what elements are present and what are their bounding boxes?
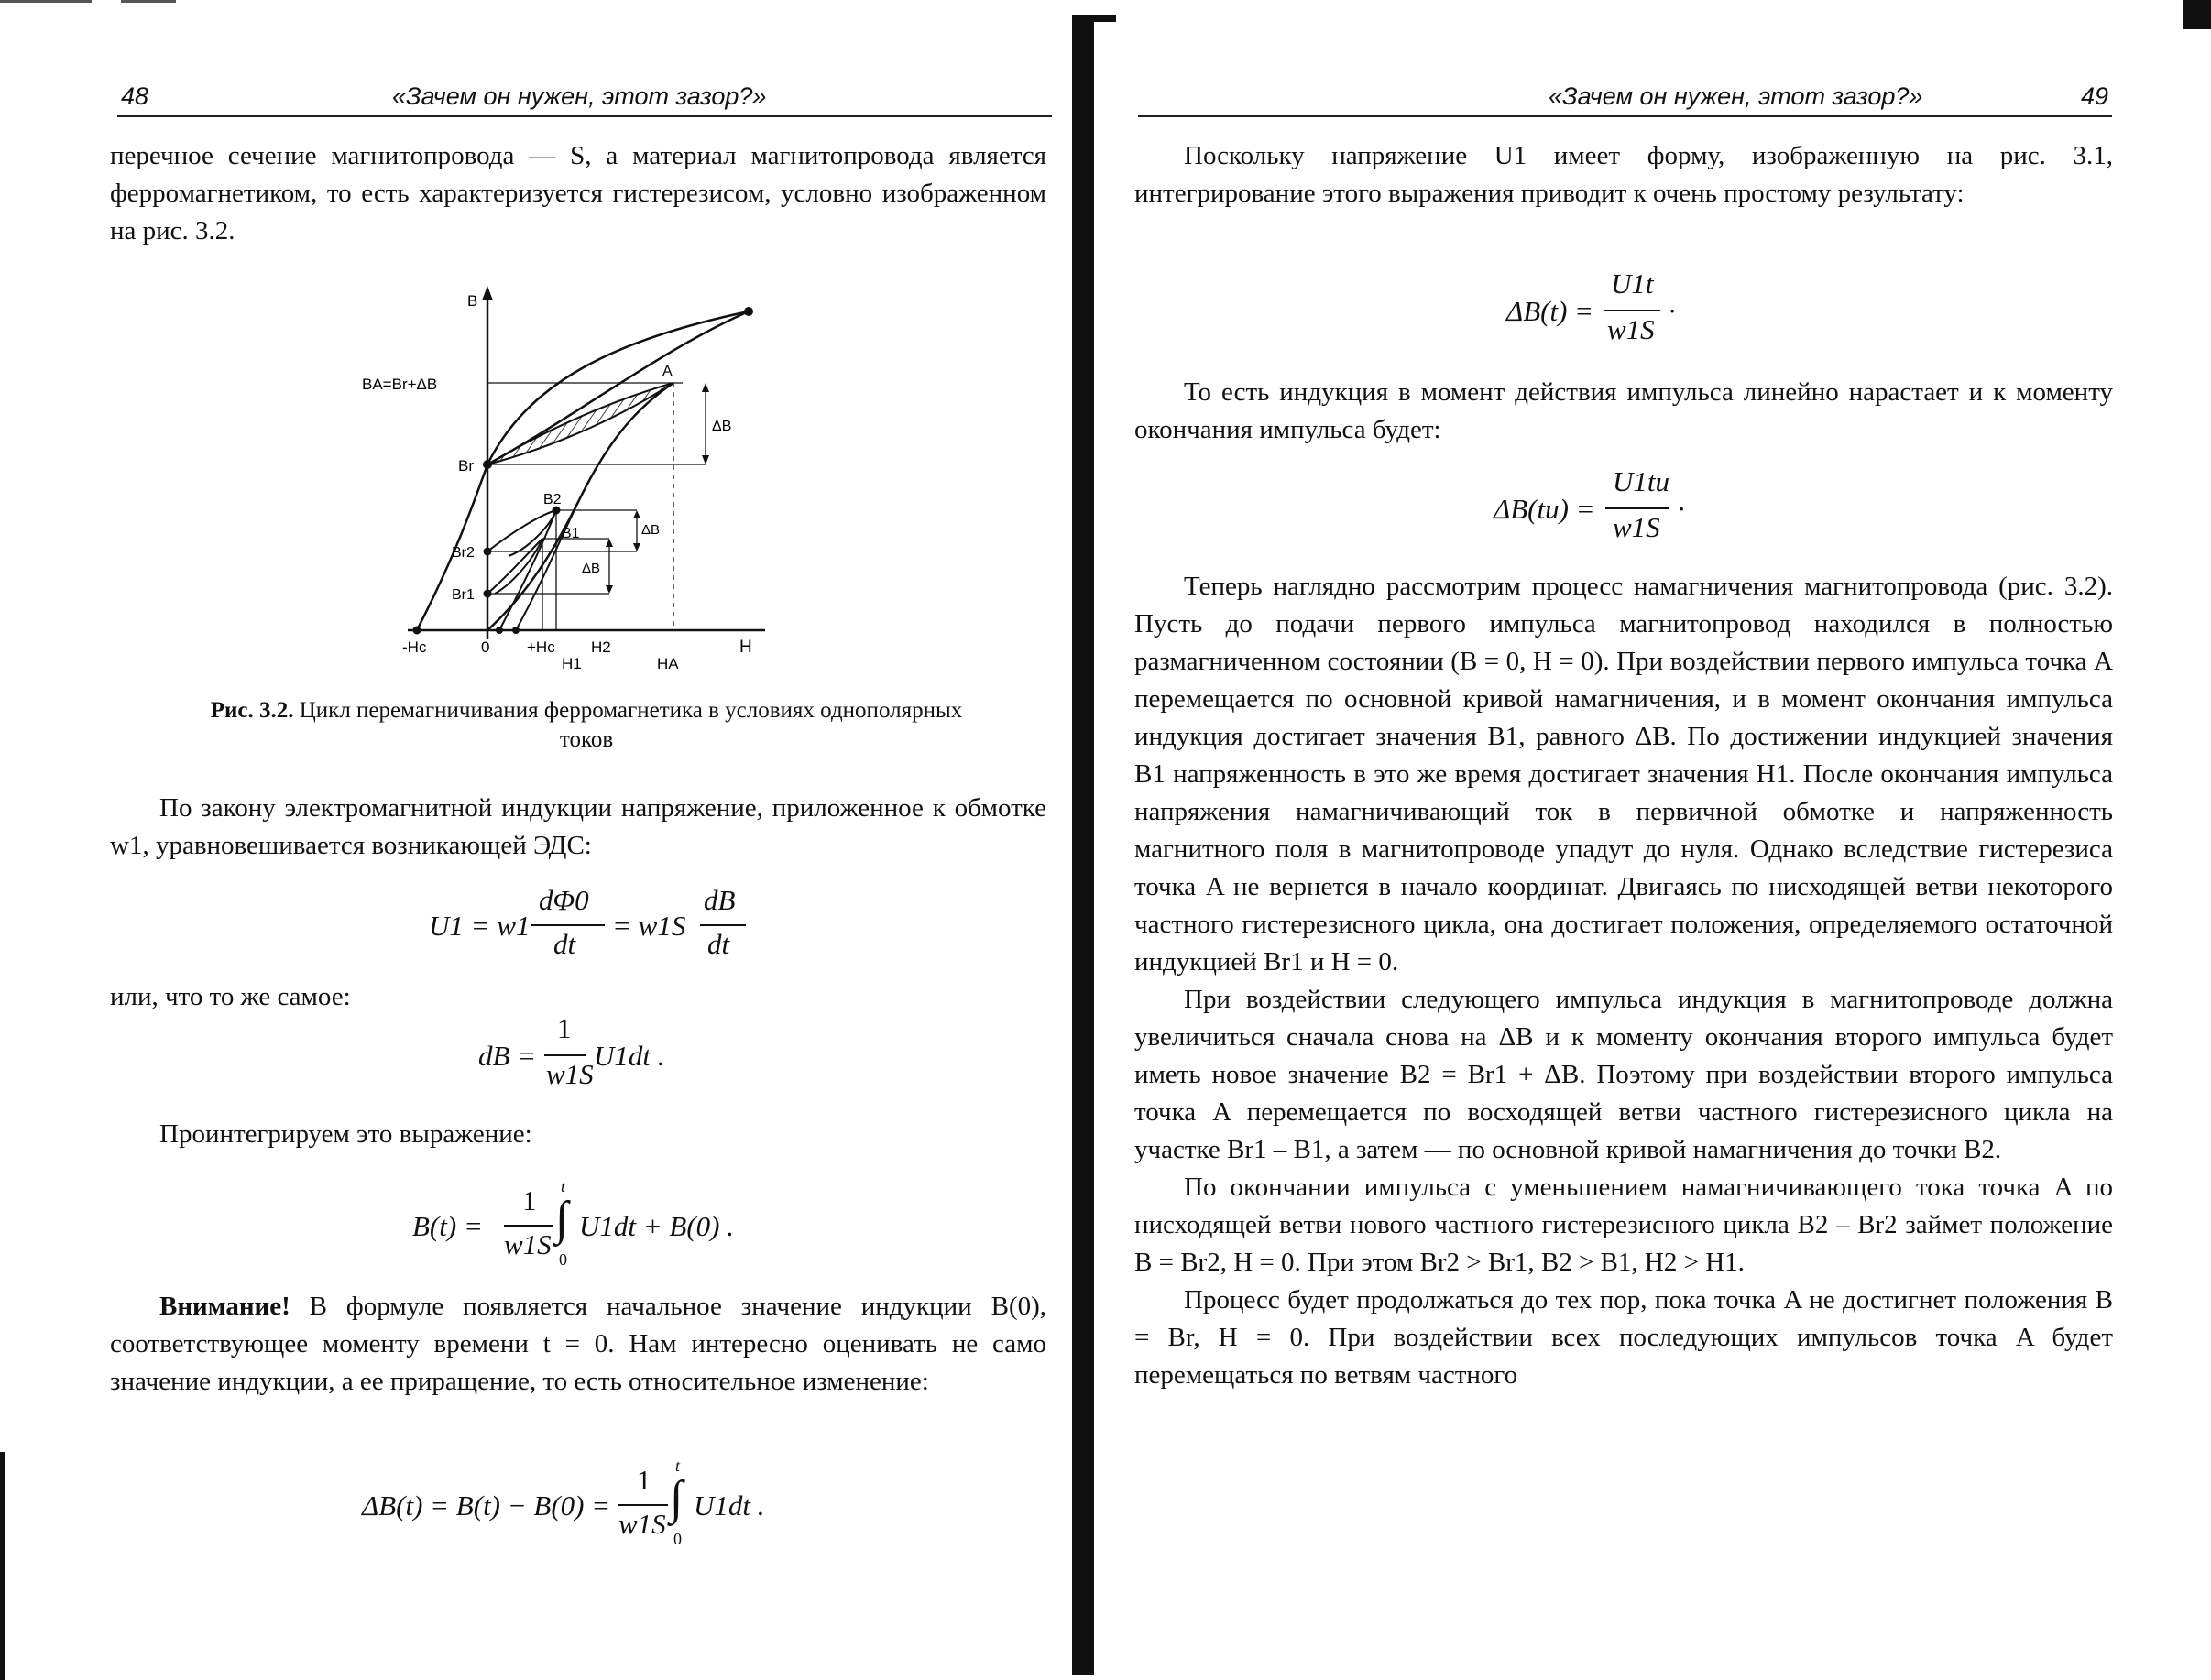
tick-h2: H2 — [591, 638, 611, 656]
label-br2: Br2 — [452, 545, 475, 561]
fraction-bar — [1605, 507, 1669, 509]
y-axis-arrow — [482, 286, 493, 300]
paragraph-text: По окончании импульса с уменьшением намагничивающего тока точка A по нисходящей ветви нового частного гистерезисного цикла B2 – Br2 займет положение B = Br2, H = 0. При этом Br2 > Br1, B2 > B1, H2 > H1. — [1134, 1173, 2113, 1277]
formula-emf — [429, 884, 759, 966]
page-number: 49 — [2080, 82, 2108, 110]
arrow-head — [702, 455, 709, 464]
integral-lower: 0 — [559, 1250, 567, 1269]
paragraph — [1134, 374, 2113, 449]
paragraph-text: Теперь наглядно рассмотрим процесс намагничения магнитопровода (рис. 3.2). Пусть до подачи первого импульса магнитопровод находился в полностью размагниченном состоянии (B = 0, H = 0). При воздействии первого импульса точка A перемещается по основной кривой намагничения, и в момент окончания импульса индукция достигает значения B1, равного ΔB. По достижении индукцией значения B1 напряженность в это же время достигает значения H1. После окончания импульса напряжения намагничивающий ток в первичной обмотке и напряженность магнитного поля в магнитопроводе упадут до нуля. Однако вследствие гистерезиса точка A не вернется в начало координат. Двигаясь по нисходящей ветви некоторого частного гистерезисного цикла, она достигает положения, определяемого остаточной индукцией Br1 и H = 0. — [1134, 572, 2113, 976]
formula-numerator: 1 — [637, 1464, 651, 1496]
paragraph-text: При воздействии следующего импульса индукция в магнитопроводе должна увеличиться сначала снова на ΔB и к моменту окончания второго импульса будет иметь новое значение B2 = Br1 + ΔB. Поэтому при воздействии второго импульса точка A перемещается по восходящей ветви частного гистерезисного цикла на участке Br1 – B1, а затем — по основной кривой намагничения до точки B2. — [1134, 985, 2113, 1164]
paragraph — [110, 790, 1046, 865]
formula-part: U1dt . — [594, 1040, 665, 1072]
paragraph-text: Проинтегрируем это выражение: — [159, 1119, 532, 1149]
point-br2 — [484, 548, 492, 556]
formula-part: ΔB(t) = — [1506, 295, 1594, 327]
integral-upper: t — [561, 1177, 566, 1195]
formula-part: = w1S — [612, 910, 686, 942]
paragraph — [110, 1288, 1046, 1401]
label-delta-b-top: ΔB — [712, 419, 732, 434]
paragraph-text: В формуле появляется начальное значение индукции B(0), соответствующее моменту времени t = 0. Нам интересно оценивать не само значение индукции, а ее приращение, то есть относительное изменение: — [110, 1292, 1047, 1396]
formula-numerator: 1 — [557, 1012, 572, 1044]
arrow-head — [606, 585, 613, 594]
label-br: Br — [458, 457, 474, 475]
arrow-head — [633, 543, 640, 551]
attention-label: Внимание! — [159, 1292, 290, 1321]
integral-upper: t — [675, 1456, 681, 1475]
formula-denominator: w1S — [504, 1228, 552, 1260]
running-title: «Зачем он нужен, этот зазор?» — [392, 82, 767, 110]
formula-numerator: dB — [704, 884, 736, 916]
hysteresis-figure — [362, 284, 783, 678]
label-ba: BA=Br+ΔB — [362, 376, 438, 393]
tick-zero: 0 — [481, 638, 490, 656]
formula-tail: · — [1668, 295, 1678, 327]
left-page — [0, 0, 1072, 1680]
running-title: «Зачем он нужен, этот зазор?» — [1549, 82, 1923, 110]
point-br — [483, 460, 492, 469]
label-br1: Br1 — [452, 587, 475, 603]
arrow-head — [633, 510, 640, 518]
descending-branch — [499, 510, 556, 630]
page-number: 48 — [121, 82, 149, 110]
paragraph — [110, 1116, 1046, 1153]
paragraph — [110, 978, 1046, 1016]
formula-numerator: 1 — [522, 1184, 537, 1216]
label-b2: B2 — [543, 492, 562, 507]
tick-ha: HA — [657, 655, 679, 672]
right-page — [1072, 0, 2211, 1680]
paragraph — [1134, 137, 2113, 213]
formula-delta-b-tu — [1494, 465, 1732, 557]
formula-denominator: dt — [553, 928, 576, 960]
tick-plus-hc: +Hc — [527, 638, 555, 656]
formula-tail: · — [1677, 493, 1687, 525]
figure-caption — [183, 696, 990, 755]
formula-part: U1dt . — [694, 1489, 765, 1522]
formula-delta-integral — [362, 1456, 802, 1557]
formula-part: B(t) = — [412, 1210, 483, 1242]
descending-branch — [516, 495, 582, 630]
caption-text: Цикл перемагничивания ферромагнетика в условиях однополярных токов — [299, 698, 963, 752]
tick-minus-hc: -Hc — [402, 638, 427, 656]
formula-db — [478, 1012, 717, 1095]
integral-sign: ∫ — [670, 1472, 684, 1524]
paragraph-text: или, что то же самое: — [110, 982, 351, 1011]
formula-part: ΔB(t) = B(t) − B(0) = — [362, 1489, 611, 1522]
fraction-bar — [544, 1054, 586, 1056]
formula-part: U1dt + B(0) . — [579, 1210, 735, 1242]
paragraph-text — [110, 1288, 1046, 1401]
formula-part: U1 = w1 — [429, 910, 531, 942]
arrow-head — [702, 383, 709, 392]
page-header — [1138, 79, 2112, 117]
formula-integral — [412, 1177, 761, 1278]
fraction-bar — [504, 1225, 553, 1227]
paragraph-text: Процесс будет продолжаться до тех пор, пока точка A не достигнет положения B = Br, H = 0. При воздействии всех последующих импульсов точка A будет перемещаться по ветвям частного — [1134, 1285, 2113, 1390]
formula-denominator: w1S — [618, 1508, 666, 1540]
formula-denominator: w1S — [1607, 313, 1655, 345]
point-minus-hc — [413, 627, 421, 635]
tick-h1: H1 — [562, 655, 582, 672]
formula-numerator: U1tu — [1613, 465, 1669, 497]
formula-numerator: U1t — [1611, 267, 1654, 300]
label-point-a: A — [662, 364, 673, 379]
formula-part: ΔB(tu) = — [1494, 493, 1595, 525]
point-br1 — [484, 590, 492, 598]
point-plus-hc — [496, 627, 503, 634]
formula-denominator: w1S — [546, 1058, 594, 1090]
paragraph-text: То есть индукция в момент действия импульса линейно нарастает и к моменту окончания импульса будет: — [1134, 377, 2113, 444]
fraction-bar — [618, 1504, 668, 1506]
paragraph-text: перечное сечение магнитопровода — S, а материал магнитопровода является ферромагнетиком, то есть характеризуется гистерезисом, условно изображенном на рис. 3.2. — [110, 141, 1046, 245]
paragraph-text: По закону электромагнитной индукции напряжение, приложенное к обмотке w1, уравновешивается возникающей ЭДС: — [110, 793, 1046, 860]
paragraph-text: Поскольку напряжение U1 имеет форму, изображенную на рис. 3.1, интегрирование этого выражения приводит к очень простому результату: — [1134, 141, 2113, 208]
axis-label-b: B — [467, 292, 478, 310]
formula-numerator: dΦ0 — [539, 884, 589, 916]
arrow-head — [606, 539, 613, 547]
minor-loop-1 — [487, 539, 542, 594]
formula-denominator: dt — [707, 928, 730, 960]
caption-prefix: Рис. 3.2. — [210, 698, 294, 723]
page-header — [117, 79, 1052, 117]
fraction-bar — [531, 924, 605, 926]
point-h1 — [512, 627, 520, 634]
loop-end-point — [744, 307, 753, 316]
label-delta-b-low: ΔB — [582, 561, 601, 576]
formula-delta-b-t — [1506, 267, 1726, 359]
fraction-bar — [1604, 310, 1660, 311]
integral-lower: 0 — [673, 1530, 682, 1548]
formula-denominator: w1S — [1613, 511, 1660, 543]
axis-label-h: H — [739, 638, 752, 657]
paragraph — [110, 137, 1046, 250]
formula-part: dB = — [478, 1040, 537, 1072]
integral-sign: ∫ — [555, 1193, 569, 1245]
label-b1: B1 — [562, 526, 580, 541]
paragraph — [1134, 568, 2113, 1394]
label-delta-b-mid: ΔB — [641, 522, 661, 538]
fraction-bar — [700, 924, 746, 926]
